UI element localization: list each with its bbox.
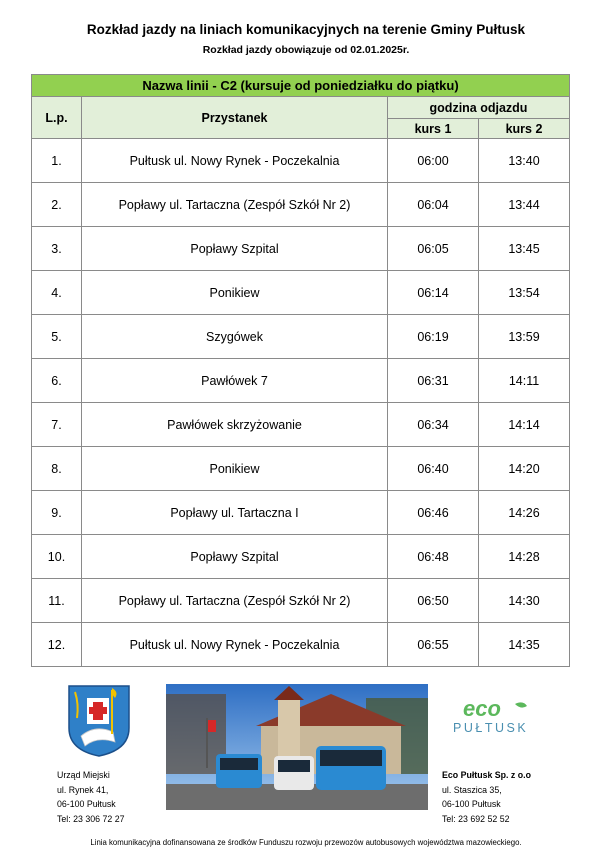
table-row <box>32 183 570 227</box>
address-line: ul. Staszica 35, <box>442 784 502 795</box>
row-kurs1: 06:00 <box>388 139 479 183</box>
address-line: Tel: 23 306 72 27 <box>57 813 125 824</box>
table-row <box>32 447 570 491</box>
row-kurs1: 06:31 <box>388 359 479 403</box>
row-kurs1: 06:05 <box>388 227 479 271</box>
row-kurs1: 06:46 <box>388 491 479 535</box>
row-kurs2: 14:26 <box>479 491 570 535</box>
table-row <box>32 315 570 359</box>
row-lp: 5. <box>32 315 82 359</box>
row-kurs2: 14:35 <box>479 623 570 667</box>
table-row <box>32 535 570 579</box>
row-lp: 12. <box>32 623 82 667</box>
row-lp: 7. <box>32 403 82 447</box>
city-office-address <box>57 768 125 826</box>
col-stop-header: Przystanek <box>82 97 388 139</box>
row-lp: 3. <box>32 227 82 271</box>
address-line: 06-100 Pułtusk <box>57 799 116 809</box>
row-kurs2: 13:45 <box>479 227 570 271</box>
eco-logo-bottom-text: PUŁTUSK <box>453 721 529 735</box>
coat-of-arms-icon <box>67 684 131 758</box>
row-lp: 10. <box>32 535 82 579</box>
table-row <box>32 227 570 271</box>
row-kurs2: 14:30 <box>479 579 570 623</box>
row-stop: Pawłówek 7 <box>82 359 388 403</box>
buses-photo-image <box>166 684 428 810</box>
funding-footer: Linia komunikacyjna dofinansowana ze środków Funduszu rozwoju przewozów autobusowych województwa mazowieckiego. <box>90 838 522 847</box>
table-row <box>32 359 570 403</box>
address-line: Tel: 23 692 52 52 <box>442 813 510 824</box>
row-kurs1: 06:55 <box>388 623 479 667</box>
row-kurs2: 14:20 <box>479 447 570 491</box>
row-kurs1: 06:50 <box>388 579 479 623</box>
row-kurs2: 14:28 <box>479 535 570 579</box>
table-row <box>32 403 570 447</box>
row-kurs2: 13:44 <box>479 183 570 227</box>
page-title: Rozkład jazdy na liniach komunikacyjnych na terenie Gminy Pułtusk <box>86 22 526 37</box>
col-departure-header: godzina odjazdu <box>388 97 570 119</box>
row-kurs2: 14:11 <box>479 359 570 403</box>
row-lp: 1. <box>32 139 82 183</box>
row-kurs2: 13:54 <box>479 271 570 315</box>
row-stop: Pułtusk ul. Nowy Rynek - Poczekalnia <box>82 623 388 667</box>
row-stop: Popławy ul. Tartaczna I <box>82 491 388 535</box>
address-line: ul. Rynek 41, <box>57 784 109 795</box>
address-line: Urząd Miejski <box>57 770 110 780</box>
eco-pultusk-logo-icon <box>447 692 557 736</box>
row-kurs1: 06:48 <box>388 535 479 579</box>
row-stop: Popławy ul. Tartaczna (Zespół Szkół Nr 2) <box>82 579 388 623</box>
row-kurs2: 13:59 <box>479 315 570 359</box>
col-kurs1-header: kurs 1 <box>388 119 479 139</box>
row-stop: Ponikiew <box>82 447 388 491</box>
row-stop: Ponikiew <box>82 271 388 315</box>
validity-subtitle: Rozkład jazdy obowiązuje od 02.01.2025r. <box>202 44 410 56</box>
row-stop: Szygówek <box>82 315 388 359</box>
row-kurs2: 13:40 <box>479 139 570 183</box>
row-stop: Popławy Szpital <box>82 227 388 271</box>
row-stop: Popławy Szpital <box>82 535 388 579</box>
row-kurs1: 06:34 <box>388 403 479 447</box>
row-lp: 2. <box>32 183 82 227</box>
row-kurs1: 06:14 <box>388 271 479 315</box>
row-stop: Pawłówek skrzyżowanie <box>82 403 388 447</box>
timetable <box>31 74 570 667</box>
eco-pultusk-address <box>442 768 531 826</box>
row-lp: 11. <box>32 579 82 623</box>
row-kurs1: 06:04 <box>388 183 479 227</box>
eco-logo-top-text: eco <box>463 696 501 721</box>
row-lp: 9. <box>32 491 82 535</box>
row-stop: Popławy ul. Tartaczna (Zespół Szkół Nr 2) <box>82 183 388 227</box>
row-lp: 8. <box>32 447 82 491</box>
row-lp: 4. <box>32 271 82 315</box>
address-line: 06-100 Pułtusk <box>442 799 501 809</box>
table-row <box>32 579 570 623</box>
address-line: Eco Pułtusk Sp. z o.o <box>442 770 531 780</box>
table-row <box>32 491 570 535</box>
row-stop: Pułtusk ul. Nowy Rynek - Poczekalnia <box>82 139 388 183</box>
table-row <box>32 623 570 667</box>
table-row <box>32 139 570 183</box>
row-kurs1: 06:19 <box>388 315 479 359</box>
line-title: Nazwa linii - C2 (kursuje od poniedziałku do piątku) <box>32 75 570 97</box>
col-kurs2-header: kurs 2 <box>479 119 570 139</box>
row-kurs1: 06:40 <box>388 447 479 491</box>
table-row <box>32 271 570 315</box>
row-lp: 6. <box>32 359 82 403</box>
row-kurs2: 14:14 <box>479 403 570 447</box>
col-lp-header: L.p. <box>32 97 82 139</box>
